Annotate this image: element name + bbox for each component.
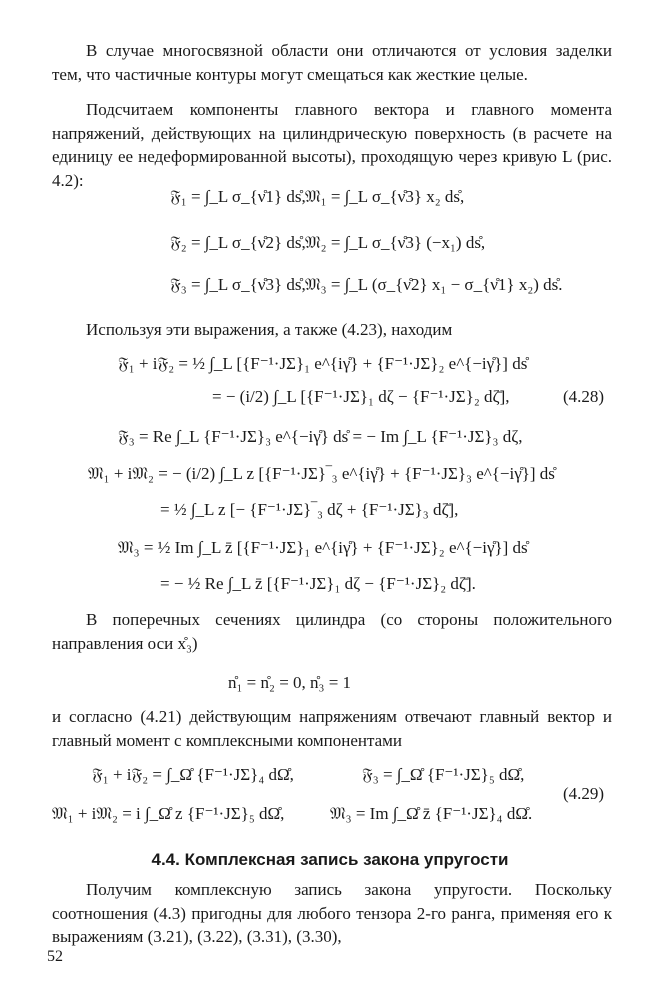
equation-429-line2b: 𝔐₃ = Im ∫_Ω̊ z̄ {F⁻¹·JΣ}₄ dΩ̊. — [330, 804, 533, 823]
equation-F3: 𝔉₃ = ∫_L σ_{ν̊3} ds̊, — [170, 275, 306, 294]
equation-429-line1b: 𝔉₃ = ∫_Ω̊ {F⁻¹·JΣ}₅ dΩ̊, — [362, 765, 525, 784]
equation-F2: 𝔉₂ = ∫_L σ_{ν̊2} ds̊, — [170, 233, 306, 252]
paragraph-main-vector: Подсчитаем компоненты главного вектора и главного момента напряжений, действующих на цилиндрическую поверхность (в расчете на единицу ее недеформированной высоты), проходящую через кривую L (рис. 4.2): — [52, 100, 612, 190]
equation-428-line1: 𝔉₁ + i𝔉₂ = ½ ∫_L [{F⁻¹·JΣ}₁ e^{iγ̊} + {F⁻¹·JΣ}₂ e^{−iγ̊}] ds̊ — [118, 354, 528, 373]
equation-429-line2a: 𝔐₁ + i𝔐₂ = i ∫_Ω̊ z {F⁻¹·JΣ}₅ dΩ̊, — [52, 804, 285, 823]
equation-428-line4: 𝔐₁ + i𝔐₂ = − (i/2) ∫_L z [{F⁻¹·JΣ}‾₃ e^{iγ̊} + {F⁻¹·JΣ}₃ e^{−iγ̊}] ds̊ — [88, 464, 555, 483]
equation-428-line2: = − (i/2) ∫_L [{F⁻¹·JΣ}₁ dζ − {F⁻¹·JΣ}₂ dζ̄], — [212, 387, 510, 406]
equation-number-428: (4.28) — [563, 387, 605, 406]
equation-number-429: (4.29) — [563, 784, 605, 803]
equation-M2: 𝔐₂ = ∫_L σ_{ν̊3} (−x₁) ds̊, — [305, 233, 486, 252]
equation-428-line6: 𝔐₃ = ½ Im ∫_L z̄ [{F⁻¹·JΣ}₁ e^{iγ̊} + {F⁻¹·JΣ}₂ e^{−iγ̊}] ds̊ — [118, 538, 528, 557]
equation-M3: 𝔐₃ = ∫_L (σ_{ν̊2} x₁ − σ_{ν̊1} x₂) ds̊. — [305, 275, 563, 294]
equation-F1: 𝔉₁ = ∫_L σ_{ν̊1} ds̊, — [170, 187, 306, 206]
paragraph-multiconnected: В случае многосвязной области они отличаются от условия заделки тем, что частичные контуры могут смещаться как жесткие целые. — [52, 41, 612, 84]
paragraph-stresses-correspond: и согласно (4.21) действующим напряжениям отвечают главный вектор и главный момент с комплексными компонентами — [52, 707, 612, 750]
equation-428-line7: = − ½ Re ∫_L z̄ [{F⁻¹·JΣ}₁ dζ − {F⁻¹·JΣ}₂ dζ̄]. — [160, 574, 476, 593]
equation-normals: n̊₁ = n̊₂ = 0, n̊₃ = 1 — [228, 673, 352, 692]
equation-M1: 𝔐₁ = ∫_L σ_{ν̊3} x₂ ds̊, — [305, 187, 465, 206]
section-heading: 4.4. Комплексная запись закона упругости — [151, 850, 509, 869]
paragraph-using-expressions: Используя эти выражения, а также (4.23), находим — [86, 320, 453, 339]
paragraph-cross-sections: В поперечных сечениях цилиндра (со стороны положительного направления оси x̊₃) — [52, 610, 612, 653]
equation-428-line3: 𝔉₃ = Re ∫_L {F⁻¹·JΣ}₃ e^{−iγ̊} ds̊ = − Im ∫_L {F⁻¹·JΣ}₃ dζ, — [118, 427, 523, 446]
equation-428-line5: = ½ ∫_L z [− {F⁻¹·JΣ}‾₃ dζ + {F⁻¹·JΣ}₃ dζ̄], — [160, 500, 459, 519]
page-number: 52 — [47, 948, 63, 965]
paragraph-complex-law: Получим комплексную запись закона упругости. Поскольку соотношения (4.3) пригодны для любого тензора 2-го ранга, применяя его к выражениям (3.21), (3.22), (3.31), (3.30), — [52, 880, 612, 946]
equation-429-line1a: 𝔉₁ + i𝔉₂ = ∫_Ω̊ {F⁻¹·JΣ}₄ dΩ̊, — [92, 765, 294, 784]
